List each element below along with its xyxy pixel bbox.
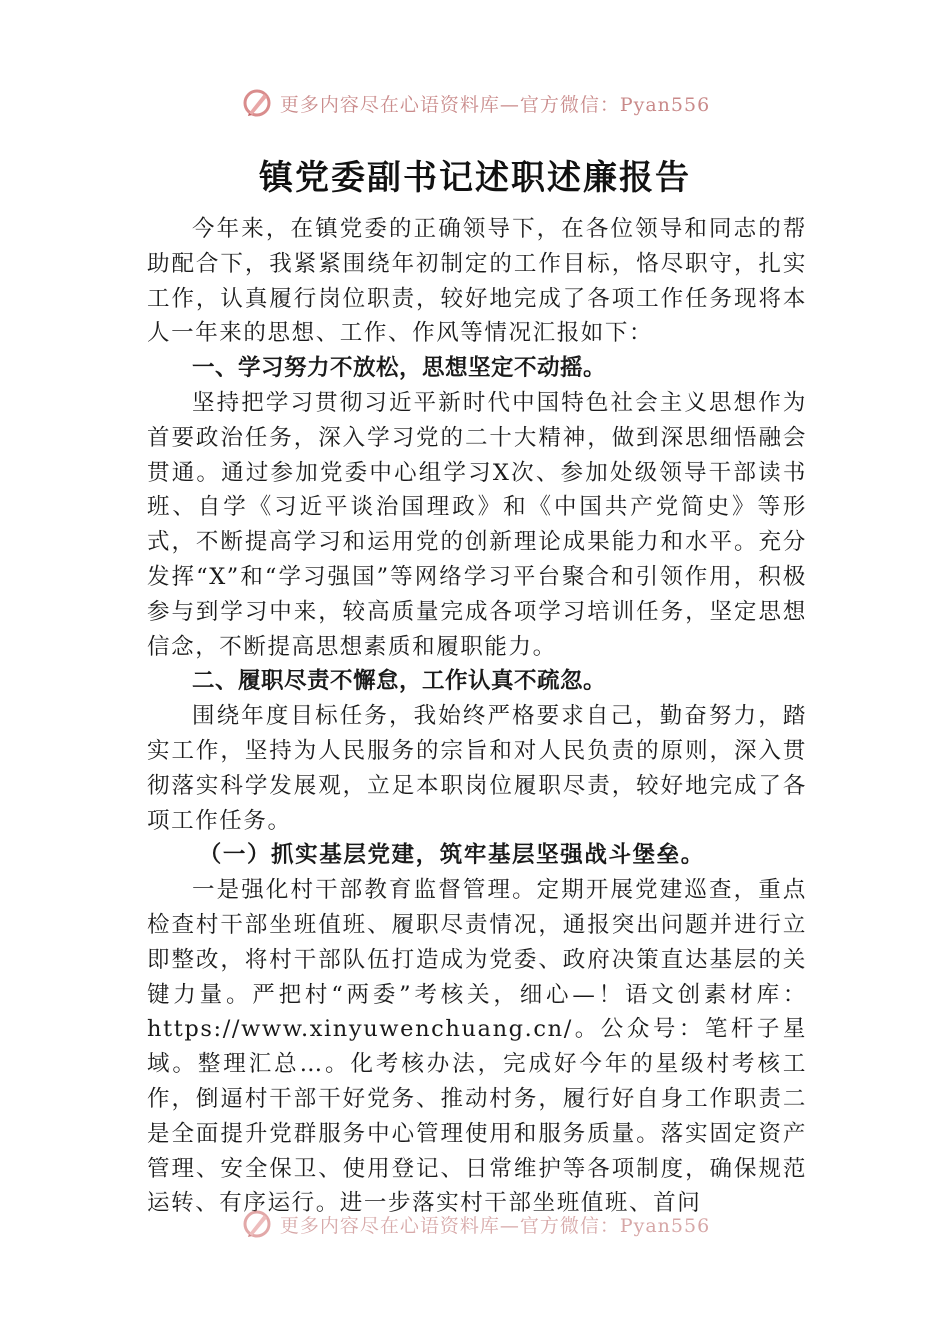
section-heading: 二、履职尽责不懈怠，工作认真不疏忽。 bbox=[192, 668, 607, 695]
watermark-text: 更多内容尽在心语资料库—官方微信：Pyan556 bbox=[279, 93, 711, 116]
paragraph: 一是强化村干部教育监督管理。定期开展党建巡查，重点检查村干部坐班值班、履职尽责情况，通报突出问题并进行立即整改，将村干部队伍打造成为党委、政府决策直达基层的关键力量。严把村“两委”考核关，细心—！语文创素材库：https://www.xinyuwenchuang.cn/。公众号：笔杆子星域。整理汇总…。化考核办法，完成好今年的星级村考核工作，倒逼村干部干好党务、推动村务，履行好自身工作职责二是全面提升党群服务中心管理使用和服务质量。落实固定资产管理、安全保卫、使用登记、日常维护等各项制度，确保规范运转、有序运行。进一步落实村干部坐班值班、首问 bbox=[147, 877, 807, 1217]
paragraph: 今年来，在镇党委的正确领导下，在各位领导和同志的帮助配合下，我紧紧围绕年初制定的工作目标，恪尽职守，扎实工作，认真履行岗位职责，较好地完成了各项工作任务现将本人一年来的思想、工作、作风等情况汇报如下： bbox=[147, 216, 807, 347]
section-heading: 一、学习努力不放松，思想坚定不动摇。 bbox=[192, 355, 607, 382]
subsection-heading: （一）抓实基层党建，筑牢基层坚强战斗堡垒。 bbox=[198, 842, 705, 869]
header-watermark bbox=[0, 86, 950, 120]
paragraph: 坚持把学习贯彻习近平新时代中国特色社会主义思想作为首要政治任务，深入学习党的二十大精神，做到深思细悟融会贯通。通过参加党委中心组学习X次、参加处级领导干部读书班、自学《习近平谈治国理政》和《中国共产党简史》等形式，不断提高学习和运用党的创新理论成果能力和水平。充分发挥“X”和“学习强国”等网络学习平台聚合和引领作用，积极参与到学习中来，较高质量完成各项学习培训任务，坚定思想信念，不断提高思想素质和履职能力。 bbox=[147, 389, 807, 660]
watermark-text: 更多内容尽在心语资料库—官方微信：Pyan556 bbox=[279, 1214, 711, 1237]
paragraph: 围绕年度目标任务，我始终严格要求自己，勤奋努力，踏实工作，坚持为人民服务的宗旨和对人民负责的原则，深入贯彻落实科学发展观，立足本职岗位履职尽责，较好地完成了各项工作任务。 bbox=[147, 703, 807, 834]
document-title: 镇党委副书记述职述廉报告 bbox=[259, 158, 691, 198]
pen-logo-icon bbox=[240, 1207, 274, 1241]
document-body bbox=[147, 212, 807, 1221]
footer-watermark bbox=[0, 1207, 950, 1241]
pen-logo-icon bbox=[240, 86, 274, 120]
